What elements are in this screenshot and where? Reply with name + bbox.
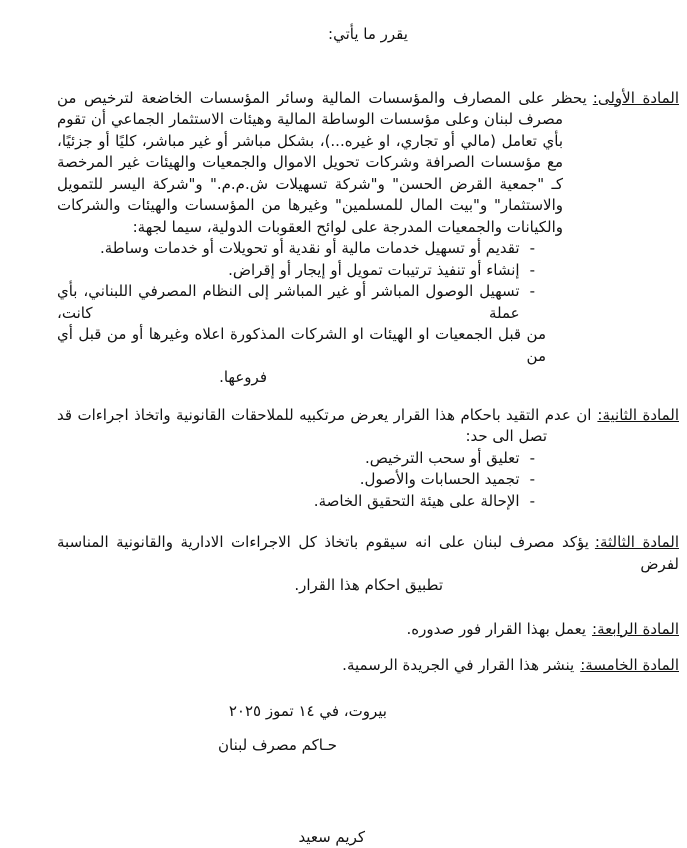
article-2-label: المادة الثانية: [597,406,679,424]
article-1 [57,88,679,389]
article-2-bullet-1 [57,448,679,470]
article-2-body-line-1: ان عدم التقيد باحكام هذا القرار يعرض مرتكبيه للملاحقات القانونية واتخاذ اجراءات قد [57,406,591,424]
article-2-line-1 [57,405,679,427]
article-1-bullet-3-line-1: تسهيل الوصول المباشر أو غير المباشر إلى النظام المصرفي اللبناني، بأي عملة كانت، [57,281,520,324]
article-2-body-line-2: تصل الى حد: [57,426,547,448]
article-5-line [57,655,679,677]
article-2-bullet-1-text: تعليق أو سحب الترخيص. [365,448,520,470]
dash-bullet-icon: - [530,260,535,282]
article-3-body-line-2: تطبيق احكام هذا القرار. [57,575,443,597]
article-1-bullet-3-line-3: فروعها. [57,367,267,389]
article-2-bullet-3 [57,491,679,513]
article-2-bullet-2-text: تجميد الحسابات والأصول. [360,469,520,491]
article-3 [57,532,679,597]
dash-bullet-icon: - [530,491,535,513]
article-1-bullet-3-line-2: من قبل الجمعيات او الهيئات او الشركات المذكورة اعلاه وغيرها أو من قبل أي من [57,324,546,367]
article-3-line-1 [57,532,679,575]
article-1-label: المادة الأولى: [593,89,679,107]
article-5-body: ينشر هذا القرار في الجريدة الرسمية. [342,656,574,674]
preamble-line: يقرر ما يأتي: [57,24,679,46]
closing-block [57,701,679,848]
article-1-paragraph [57,88,679,239]
article-3-body-line-1: يؤكد مصرف لبنان على انه سيقوم باتخاذ كل الاجراءات الادارية والقانونية المناسبة لفرض [57,533,679,573]
signatory-title: حـاكم مصرف لبنان [57,735,337,757]
article-1-bullet-2 [57,260,679,282]
article-4-line [57,619,679,641]
article-4-body: يعمل بهذا القرار فور صدوره. [406,620,586,638]
dash-bullet-icon: - [530,238,535,260]
place-date-line: بيروت، في ١٤ تموز ٢٠٢٥ [57,701,387,723]
article-3-label: المادة الثالثة: [595,533,679,551]
article-2-bullet-2 [57,469,679,491]
article-1-bullet-1-text: تقديم أو تسهيل خدمات مالية أو نقدية أو تحويلات أو خدمات وساطة. [100,238,520,260]
dash-bullet-icon: - [530,448,535,470]
article-4-label: المادة الرابعة: [592,620,679,638]
article-4 [57,619,679,641]
article-1-bullet-1 [57,238,679,260]
article-5 [57,655,679,677]
article-1-bullet-2-text: إنشاء أو تنفيذ ترتيبات تمويل أو إيجار أو إقراض. [228,260,519,282]
article-2-bullet-3-text: الإحالة على هيئة التحقيق الخاصة. [314,491,520,513]
dash-bullet-icon: - [530,281,535,324]
article-5-label: المادة الخامسة: [580,656,679,674]
signatory-name: كريم سعيد [57,827,365,848]
article-1-body: يحظر على المصارف والمؤسسات المالية وسائر المؤسسات الخاضعة لترخيص من مصرف لبنان وعلى مؤسسات الوساطة المالية وهيئات الاستثمار الجماعي أن تقوم بأي تعامل (مالي أو تجاري، او غيره...)، بشكل مباشر أو غير مباشر، كليًا أو جزئيًا، مع مؤسسات الصرافة وشركات تحويل الاموال والجمعيات والهيئات غير المرخصة كـ "جمعية القرض الحسن" و"شركة تسهيلات ش.م.م." و"شركة اليسر للتمويل والاستثمار" و"بيت المال للمسلمين" وغيرها من المؤسسات والهيئات والشركات والكيانات والجمعيات المدرجة على لوائح العقوبات الدولية، سيما لجهة: [57,89,587,236]
article-2 [57,405,679,513]
article-1-bullet-3 [57,281,679,324]
dash-bullet-icon: - [530,469,535,491]
